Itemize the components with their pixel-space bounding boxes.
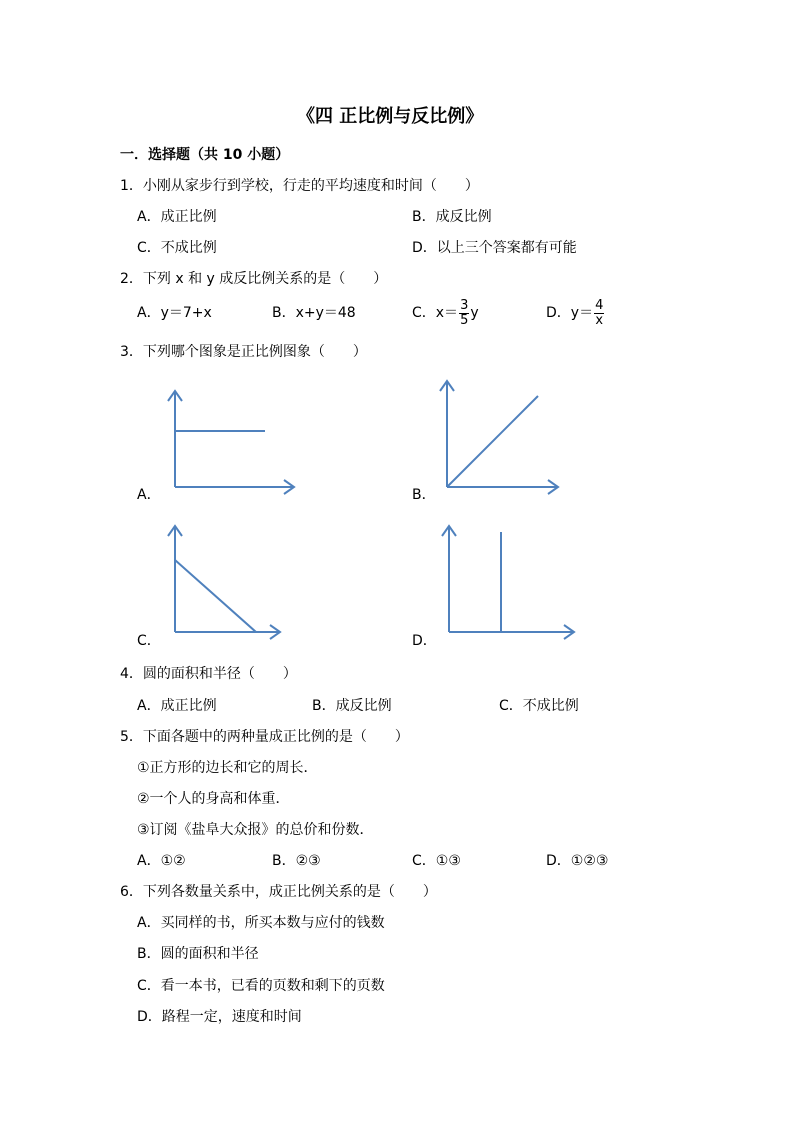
question-3-option-a-label[interactable]: A． (137, 487, 161, 503)
fraction (594, 299, 604, 328)
section-heading: 一．选择题（共 10 小题） (120, 147, 290, 163)
page-title: 《四 正比例与反比例》 (297, 106, 484, 127)
question-4-option-b[interactable]: B．成反比例 (312, 698, 392, 714)
question-4-option-a[interactable]: A．成正比例 (137, 698, 217, 714)
graph-b-proportional-line (432, 375, 562, 495)
question-6-stem: 6．下列各数量关系中，成正比例关系的是（ ） (120, 884, 437, 900)
fraction-numerator: 4 (595, 297, 604, 313)
question-5-statement-3: ③订阅《盐阜大众报》的总价和份数． (137, 822, 374, 838)
question-5-option-d[interactable]: D．①②③ (546, 853, 609, 869)
question-2-option-b[interactable]: B．x+y＝48 (272, 305, 356, 321)
question-3-option-d-label[interactable]: D． (412, 633, 437, 649)
question-2-option-d-prefix: D．y＝ (546, 305, 594, 321)
question-3-option-c-label[interactable]: C． (137, 633, 161, 649)
graph-a-horizontal-line (160, 385, 300, 495)
question-2-option-c-prefix: C．x＝ (412, 305, 459, 321)
question-1-option-d[interactable]: D．以上三个答案都有可能 (412, 240, 577, 256)
fraction-denominator: 5 (460, 312, 469, 328)
question-2-option-a[interactable]: A．y＝7+x (137, 305, 212, 321)
question-1-option-b[interactable]: B．成反比例 (412, 209, 492, 225)
question-5-statement-2: ②一个人的身高和体重． (137, 791, 290, 807)
question-2-stem: 2．下列 x 和 y 成反比例关系的是（ ） (120, 271, 388, 287)
question-5-stem: 5．下面各题中的两种量成正比例的是（ ） (120, 729, 409, 745)
question-3-stem: 3．下列哪个图象是正比例图象（ ） (120, 344, 367, 360)
fraction-denominator: x (595, 312, 604, 328)
question-5-option-c[interactable]: C．①③ (412, 853, 461, 869)
question-1-stem: 1．小刚从家步行到学校，行走的平均速度和时间（ ） (120, 178, 479, 194)
graph-b-plot-line (447, 396, 538, 487)
graph-c-plot-line (175, 560, 256, 632)
question-2-option-c[interactable] (412, 296, 479, 330)
question-6-option-d[interactable]: D．路程一定，速度和时间 (137, 1009, 302, 1025)
question-5-statement-1: ①正方形的边长和它的周长． (137, 760, 318, 776)
question-1-option-c[interactable]: C．不成比例 (137, 240, 217, 256)
question-4-stem: 4．圆的面积和半径（ ） (120, 666, 297, 682)
graph-c-decreasing-line (160, 520, 290, 640)
question-2-option-c-suffix: y (470, 305, 479, 321)
graph-d-vertical-line (434, 520, 579, 640)
question-3-option-b-label[interactable]: B． (412, 487, 436, 503)
question-1-option-a[interactable]: A．成正比例 (137, 209, 217, 225)
question-2-option-d[interactable] (546, 296, 605, 330)
fraction-numerator: 3 (460, 297, 469, 313)
question-5-option-b[interactable]: B．②③ (272, 853, 321, 869)
question-6-option-b[interactable]: B．圆的面积和半径 (137, 946, 259, 962)
question-6-option-c[interactable]: C．看一本书，已看的页数和剩下的页数 (137, 978, 385, 994)
fraction (459, 299, 469, 328)
question-4-option-c[interactable]: C．不成比例 (499, 698, 579, 714)
question-6-option-a[interactable]: A．买同样的书，所买本数与应付的钱数 (137, 915, 385, 931)
question-5-option-a[interactable]: A．①② (137, 853, 186, 869)
